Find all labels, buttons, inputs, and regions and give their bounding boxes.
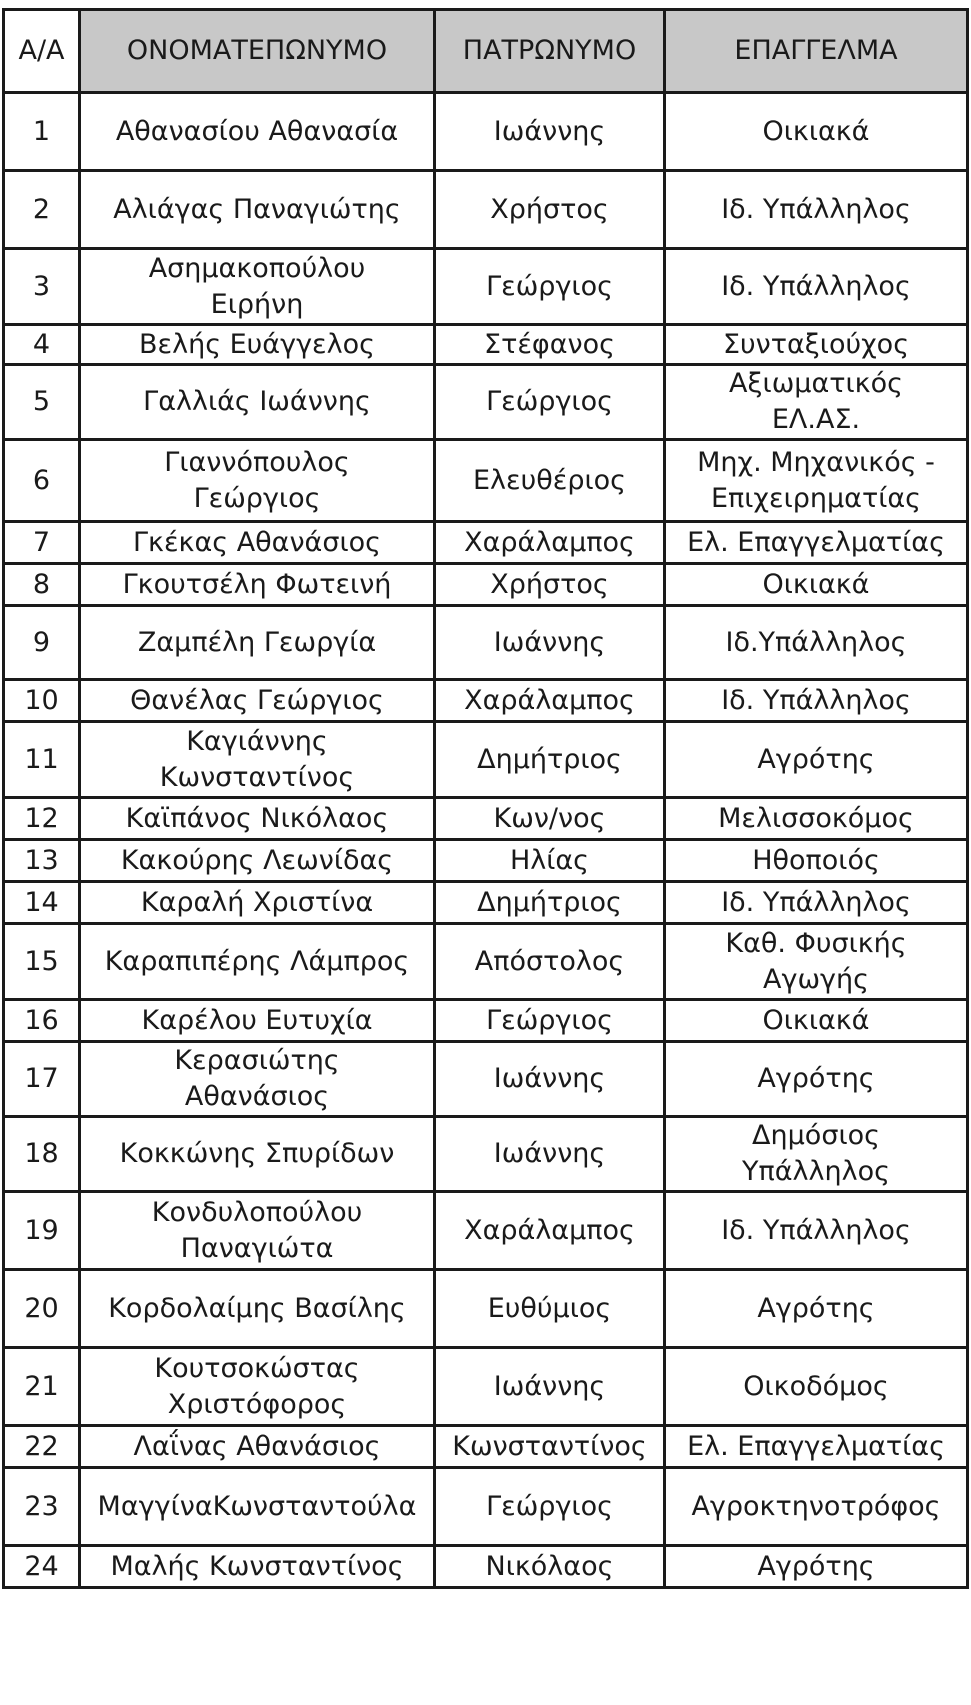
profession-line: Οικοδόμος <box>743 1370 889 1402</box>
profession-line: Οικιακά <box>762 1004 870 1036</box>
name-line: Βελής Ευάγγελος <box>138 328 375 360</box>
cell-number: 8 <box>4 564 80 606</box>
profession-line: Αξιωματικός <box>729 368 903 399</box>
cell-patronymic: Ιωάννης <box>435 1042 665 1117</box>
profession-line: Ιδ. Υπάλληλος <box>721 684 911 716</box>
cell-profession <box>665 1270 968 1348</box>
table-row <box>4 171 968 249</box>
table-row <box>4 722 968 798</box>
table-row <box>4 1546 968 1588</box>
cell-number: 5 <box>4 365 80 440</box>
profession-line: Οικιακά <box>762 568 870 600</box>
cell-number: 24 <box>4 1546 80 1588</box>
table-row <box>4 325 968 365</box>
name-line: Γκουτσέλη Φωτεινή <box>122 568 392 600</box>
name-line: Λαΐνας Αθανάσιος <box>133 1430 381 1462</box>
profession-line: Ιδ. Υπάλληλος <box>721 270 911 302</box>
header-aa: Α/Α <box>4 10 80 93</box>
cell-patronymic: Χρήστος <box>435 171 665 249</box>
profession-line: Αγρότης <box>757 1063 875 1094</box>
name-line: Χριστόφορος <box>167 1388 347 1420</box>
cell-patronymic: Χαράλαμπος <box>435 1192 665 1270</box>
cell-patronymic: Δημήτριος <box>435 722 665 798</box>
cell-name <box>80 1348 435 1426</box>
cell-name <box>80 564 435 606</box>
name-line: Αλιάγας Παναγιώτης <box>113 193 401 225</box>
cell-patronymic: Ιωάννης <box>435 606 665 680</box>
name-line: Αθανασίου Αθανασία <box>115 115 399 147</box>
name-line: Καρέλου Ευτυχία <box>141 1004 373 1036</box>
cell-number: 21 <box>4 1348 80 1426</box>
cell-patronymic: Απόστολος <box>435 924 665 1000</box>
profession-line: Καθ. Φυσικής <box>725 927 907 959</box>
name-line: Μαλής Κωνσταντίνος <box>110 1550 404 1582</box>
cell-name <box>80 440 435 522</box>
name-line: Αθανάσιος <box>184 1081 330 1112</box>
cell-profession <box>665 924 968 1000</box>
cell-name <box>80 522 435 564</box>
cell-patronymic: Γεώργιος <box>435 1468 665 1546</box>
cell-name <box>80 1042 435 1117</box>
cell-name <box>80 1468 435 1546</box>
table-row <box>4 1270 968 1348</box>
cell-patronymic: Νικόλαος <box>435 1546 665 1588</box>
cell-profession <box>665 840 968 882</box>
cell-name <box>80 1192 435 1270</box>
cell-patronymic: Στέφανος <box>435 325 665 365</box>
table-row <box>4 1117 968 1192</box>
name-line: Γιαννόπουλος <box>164 446 350 478</box>
cell-patronymic: Κων/νος <box>435 798 665 840</box>
cell-name <box>80 1270 435 1348</box>
cell-number: 2 <box>4 171 80 249</box>
table-row <box>4 1468 968 1546</box>
cell-name <box>80 365 435 440</box>
name-line: ΜαγγίναΚωνσταντούλα <box>97 1490 417 1522</box>
profession-line: Μηχ. Μηχανικός - <box>697 446 935 478</box>
cell-name <box>80 93 435 171</box>
name-line: Γαλλιάς Ιωάννης <box>143 386 371 417</box>
cell-number: 9 <box>4 606 80 680</box>
cell-number: 11 <box>4 722 80 798</box>
table-row <box>4 798 968 840</box>
profession-line: Ελ. Επαγγελματίας <box>687 1430 945 1462</box>
cell-profession <box>665 171 968 249</box>
cell-patronymic: Δημήτριος <box>435 882 665 924</box>
cell-profession <box>665 722 968 798</box>
cell-profession <box>665 882 968 924</box>
name-line: Ειρήνη <box>210 288 304 320</box>
table-row <box>4 1426 968 1468</box>
name-line: Κωνσταντίνος <box>159 761 355 793</box>
cell-number: 16 <box>4 1000 80 1042</box>
cell-number: 14 <box>4 882 80 924</box>
cell-patronymic: Γεώργιος <box>435 249 665 325</box>
cell-name <box>80 798 435 840</box>
profession-line: Αγωγής <box>763 963 869 995</box>
cell-number: 4 <box>4 325 80 365</box>
cell-patronymic: Γεώργιος <box>435 1000 665 1042</box>
cell-name <box>80 680 435 722</box>
profession-line: Οικιακά <box>762 115 870 147</box>
cell-profession <box>665 249 968 325</box>
name-line: Ζαμπέλη Γεωργία <box>137 626 377 658</box>
cell-patronymic: Γεώργιος <box>435 365 665 440</box>
cell-number: 19 <box>4 1192 80 1270</box>
cell-name <box>80 722 435 798</box>
cell-profession <box>665 440 968 522</box>
cell-name <box>80 1426 435 1468</box>
cell-number: 17 <box>4 1042 80 1117</box>
profession-line: Αγρότης <box>757 1292 875 1324</box>
profession-line: ΕΛ.ΑΣ. <box>771 404 861 435</box>
name-line: Κοκκώνης Σπυρίδων <box>119 1138 395 1169</box>
cell-name <box>80 606 435 680</box>
name-line: Καραλή Χριστίνα <box>140 886 374 918</box>
name-line: Ασημακοπούλου <box>148 252 366 284</box>
profession-line: Συνταξιούχος <box>722 328 910 360</box>
candidates-table <box>2 8 969 1589</box>
profession-line: Ιδ. Υπάλληλος <box>721 193 911 225</box>
cell-number: 22 <box>4 1426 80 1468</box>
profession-line: Επιχειρηματίας <box>710 482 922 514</box>
cell-profession <box>665 1042 968 1117</box>
cell-name <box>80 1546 435 1588</box>
profession-line: Υπάλληλος <box>742 1156 890 1187</box>
table-row <box>4 522 968 564</box>
profession-line: Ιδ. Υπάλληλος <box>721 1214 911 1246</box>
cell-number: 23 <box>4 1468 80 1546</box>
cell-number: 15 <box>4 924 80 1000</box>
profession-line: Ιδ.Υπάλληλος <box>725 626 907 658</box>
name-line: Καραπιπέρης Λάμπρος <box>104 945 410 977</box>
cell-name <box>80 325 435 365</box>
profession-line: Ελ. Επαγγελματίας <box>687 526 945 558</box>
cell-name <box>80 840 435 882</box>
name-line: Καγιάννης <box>186 725 328 757</box>
cell-profession <box>665 798 968 840</box>
cell-profession <box>665 680 968 722</box>
cell-profession <box>665 606 968 680</box>
table-row <box>4 840 968 882</box>
cell-number: 12 <box>4 798 80 840</box>
cell-number: 3 <box>4 249 80 325</box>
name-line: Κονδυλοπούλου <box>151 1196 363 1228</box>
header-profession: ΕΠΑΓΓΕΛΜΑ <box>665 10 968 93</box>
profession-line: Αγροκτηνοτρόφος <box>691 1490 941 1522</box>
table-row <box>4 1348 968 1426</box>
cell-name <box>80 882 435 924</box>
cell-profession <box>665 564 968 606</box>
cell-number: 13 <box>4 840 80 882</box>
table-row <box>4 93 968 171</box>
name-line: Θανέλας Γεώργιος <box>130 684 384 716</box>
cell-patronymic: Χρήστος <box>435 564 665 606</box>
name-line: Καϊπάνος Νικόλαος <box>125 802 389 834</box>
cell-profession <box>665 1546 968 1588</box>
cell-name <box>80 249 435 325</box>
cell-profession <box>665 1117 968 1192</box>
table-row <box>4 1192 968 1270</box>
cell-number: 6 <box>4 440 80 522</box>
cell-patronymic: Ιωάννης <box>435 1348 665 1426</box>
table-row <box>4 365 968 440</box>
cell-patronymic: Ελευθέριος <box>435 440 665 522</box>
profession-line: Ιδ. Υπάλληλος <box>721 886 911 918</box>
cell-number: 18 <box>4 1117 80 1192</box>
cell-patronymic: Ηλίας <box>435 840 665 882</box>
name-line: Παναγιώτα <box>180 1232 334 1264</box>
cell-profession <box>665 93 968 171</box>
name-line: Κερασιώτης <box>174 1045 340 1076</box>
table-row <box>4 882 968 924</box>
profession-line: Αγρότης <box>757 743 875 775</box>
header-row <box>4 10 968 93</box>
table-row <box>4 249 968 325</box>
header-full-name: ΟΝΟΜΑΤΕΠΩΝΥΜΟ <box>80 10 435 93</box>
cell-profession <box>665 365 968 440</box>
cell-patronymic: Ευθύμιος <box>435 1270 665 1348</box>
cell-patronymic: Κωνσταντίνος <box>435 1426 665 1468</box>
table-row <box>4 1042 968 1117</box>
cell-number: 1 <box>4 93 80 171</box>
profession-line: Δημόσιος <box>752 1120 880 1151</box>
cell-number: 7 <box>4 522 80 564</box>
cell-profession <box>665 1468 968 1546</box>
table-row <box>4 440 968 522</box>
name-line: Κακούρης Λεωνίδας <box>120 844 394 876</box>
table-row <box>4 924 968 1000</box>
cell-profession <box>665 522 968 564</box>
cell-patronymic: Χαράλαμπος <box>435 522 665 564</box>
table-row <box>4 606 968 680</box>
name-line: Κορδολαίμης Βασίλης <box>108 1292 406 1324</box>
cell-patronymic: Ιωάννης <box>435 1117 665 1192</box>
name-line: Κουτσοκώστας <box>154 1352 360 1384</box>
table-row <box>4 1000 968 1042</box>
cell-profession <box>665 325 968 365</box>
profession-line: Μελισσοκόμος <box>718 802 914 834</box>
cell-patronymic: Χαράλαμπος <box>435 680 665 722</box>
cell-name <box>80 1117 435 1192</box>
table-row <box>4 564 968 606</box>
cell-profession <box>665 1192 968 1270</box>
name-line: Γεώργιος <box>193 482 321 514</box>
name-line: Γκέκας Αθανάσιος <box>133 526 381 558</box>
cell-name <box>80 171 435 249</box>
cell-patronymic: Ιωάννης <box>435 93 665 171</box>
cell-name <box>80 1000 435 1042</box>
cell-profession <box>665 1426 968 1468</box>
profession-line: Ηθοποιός <box>752 844 880 876</box>
cell-profession <box>665 1000 968 1042</box>
table-body <box>4 93 968 1588</box>
header-patronymic: ΠΑΤΡΩΝΥΜΟ <box>435 10 665 93</box>
profession-line: Αγρότης <box>757 1550 875 1582</box>
cell-number: 20 <box>4 1270 80 1348</box>
cell-name <box>80 924 435 1000</box>
cell-number: 10 <box>4 680 80 722</box>
cell-profession <box>665 1348 968 1426</box>
table-row <box>4 680 968 722</box>
